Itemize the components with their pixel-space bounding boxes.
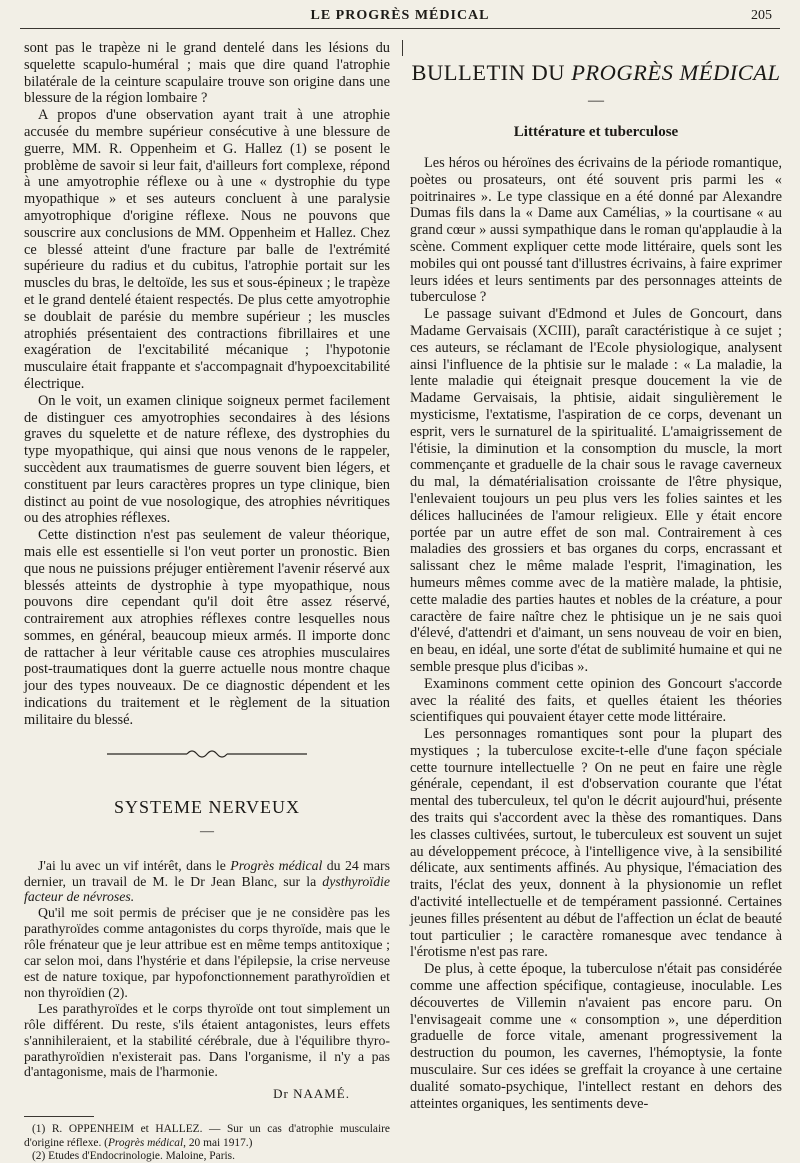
footnote: (1) R. OPPENHEIM et HALLEZ. — Sur un cas d'atrophie musculaire d'origine réflexe. (Progrès médical, 20 mai 1917.) [24, 1123, 390, 1149]
bulletin-title: BULLETIN DU PROGRÈS MÉDICAL [411, 60, 781, 85]
paragraph: De plus, à cette époque, la tuberculose n'était pas considérée comme une affection spécifique, contagieuse, inoculable. Les découvertes de Villemin n'avaient pas encore paru. On l'envisageait comme une « consomption », une déperdition graduelle de force vitale, amenant progressivement la destruction du poumon, les cavernes, l'hémoptysie, la fonte musculaire. Sur ces idées se greffait la croyance à une certaine dualité somato-psychique, l'intellect restant en dehors des atteintes organiques, les sentiments deve- [410, 961, 782, 1112]
title-dash: — [588, 92, 604, 109]
letter-paragraph: Les parathyroïdes et le corps thyroïde ont tout simplement un rôle différent. Du reste, s'ils étaient antagonistes, leurs effets s'annihileraient, et la stabilité cérébrale, due à l'équilibre thyro-parathyroïdien n'existerait pas. Dans l'organisme, il n'y a pas d'antagonisme, mais de l'harmonie. [24, 1000, 390, 1080]
continued-article [24, 40, 390, 729]
paragraph: Examinons comment cette opinion des Goncourt s'accorde avec la réalité des faits, et quelles étaient les théories scientifiques qui pouvaient étayer cette mode littéraire. [410, 675, 782, 726]
paragraph: Cette distinction n'est pas seulement de valeur théorique, mais elle est essentielle si l'on veut porter un pronostic. Bien que nous ne puissions préjuger entièrement l'avenir réservé aux blessés atteints de dystrophie à type myopathique, nous pouvons dire cependant qu'il doit être assez réservé, contrairement aux atrophies réflexes contre lesquelles nous sommes, en général, beaucoup mieux armés. Il importe donc de rattacher à leur véritable cause ces atrophies musculaires post-traumatiques dont la guerre actuelle nous montre chaque jour des types nouveaux. De ce diagnostic dépendent et les indications du traitement et le règlement de la situation militaire du blessé. [24, 527, 390, 728]
paragraph: On le voit, un examen clinique soigneux permet facilement de distinguer ces amyotrophies secondaires à des lésions graves du squelette et de nature réflexe, des dystrophies du type myopathique, qui ainsi que nous venons de le rappeler, succèdent aux traumatismes de guerre souvent bien légers, et constituent par leurs caractères propres un type clinique, bien distinct au point de vue nosologique, des atrophies névritiques ou des atrophies réflexes. [24, 392, 390, 527]
article-body [410, 155, 782, 1112]
section-dash: — [200, 823, 214, 839]
paragraph: Les personnages romantiques sont pour la plupart des mystiques ; la tuberculose excite-t-elle d'une façon spéciale cette tournure intellectuelle ? On ne peut en faire une règle générale, cependant, il est d'observation courante que l'état mental des tuberculeux, tel qu'on le décrit aujourd'hui, présente des traits qui s'accordent avec la thèse des romantiques. Dans les classes cultivées, surtout, le tuberculeux est souvent un sujet au développement précoce, à l'intelligence vive, à la sensibilité délicate, aux sentiments affinés. Au physique, l'émaciation des traits, l'éclat des yeux, donnent à la physionomie un reflet d'activité intellectuelle et de tempérament passionné. Certaines jeunes filles présentent au début de l'affection un éclat de beauté tout particulier ; le caractère romanesque avec tendance à l'érotisme n'est pas rare. [410, 726, 782, 961]
article-reference: dysthyroïdie facteur de névroses. [24, 873, 390, 905]
section-title: SYSTEME NERVEUX [113, 796, 301, 817]
right-column [410, 40, 782, 1112]
column-rule [402, 40, 403, 56]
page-number: 205 [751, 8, 772, 23]
letter-paragraph: Qu'il me soit permis de préciser que je ne considère pas les parathyroïdes comme antagonistes du corps thyroïde, mais que le rôle frénateur que je leur attribue est en même temps antitoxique ; car selon moi, dans l'hystérie et dans l'épilepsie, la crise nerveuse est de nature toxique, par hypofonctionnement parathyroïdien et non thyroïdien (2). [24, 905, 390, 1000]
header-rule [20, 28, 780, 29]
footnote-rule [24, 1116, 94, 1117]
footnote: (2) Etudes d'Endocrinologie. Maloine, Paris. [32, 1150, 235, 1163]
article-title: Littérature et tuberculose [513, 124, 679, 140]
paragraph: sont pas le trapèze ni le grand dentelé dans les lésions du squelette scapulo-huméral ; mais que dire quand l'atrophie bilatérale de la ceinture scapulaire trouve son origine dans une blessure de la région lombaire ? [24, 40, 390, 107]
paragraph: Les héros ou héroïnes des écrivains de la période romantique, poètes ou prosateurs, ont été souvent pris parmi les « poitrinaires ». Le type classique en a été donné par Alexandre Dumas fils dans la « Dame aux Camélias, » la courtisane « au grand cœur » aussi sympathique dans le roman qu'applaudie à la scène. Comment expliquer cette mode littéraire, quels sont les mobiles qui ont poussé tant d'illustres écrivains, à faire exprimer leurs idées et leurs sentiments par des personnages atteints de tuberculose ? [410, 155, 782, 306]
running-header: LE PROGRÈS MÉDICAL [310, 8, 490, 23]
paragraph: Le passage suivant d'Edmond et Jules de Goncourt, dans Madame Gervaisais (XCIII), paraît caractéristique à ce sujet ; ces auteurs, se réclamant de l'Ecole physiologique, analysent ainsi l'influence de la phtisie sur le malade : « La maladie, la lente maladie qui éteignait presque doucement la vie de Madame Gervaisais, la phtisie, aidait singulièrement le mysticisme, l'extatisme, l'aspiration de ce corps, devenant un esprit, vers le surnaturel de la spiritualité. L'amaigrissement de l'étisie, la diminution et la consomption du muscle, la mort commençante et graduelle de la chair sous le ravage caverneux du mal, la dématérialisation croissante de l'être physique, l'enlevaient toujours un peu plus vers les folies saintes et les délices hallucinées de l'amour religieux. Elle y était encore portée par un autre effet de son mal. Contrairement à ces maladies des grossiers et bas organes du corps, encrassant et salissant chez le même malade l'esprit, l'imagination, les humeurs mêmes comme avec de la matière malade, la phtisie, cette maladie des parties hautes et nobles de la créature, a pour caractère de faire naître chez le phtisique un je ne sais quoi d'élevé, d'attendri et d'aimant, un sens nouveau de voir en bien, en beau, en idéal, une sorte d'état de sublimité humaine et qui ne semble presque plus d'icibas ». [410, 306, 782, 675]
journal-title: Progrès médical [230, 857, 323, 873]
paragraph: A propos d'une observation ayant trait à une atrophie accusée du membre supérieur consécutive à une blessure de guerre, MM. R. Oppenheim et G. Hallez (1) se posent le problème de savoir si leur fait, d'ailleurs fort complexe, répond à une amyotrophie réflexe ou à une « dystrophie du type myopathique » et ses auteurs concluent à une paralysie amyotrophique d'origine réflexe. Nous ne pouvons que souscrire aux conclusions de MM. Oppenheim et Hallez. Chez ce blessé atteint d'une fracture par balle de l'extrémité supérieure du radius et du cubitus, l'atrophie portait sur les muscles du bras, le deltoïde, les sus et sous-épineux ; le trapèze et le grand dentelé étaient respectés. De plus cette amyotrophie se doublait de parésie du membre supérieur ; les muscles atrophiés présentaient des contractions fibrillaires et une exagération de l'excitabilité mécanique ; l'hypotonie musculaire était frappante et s'accompagnait d'hypoexcitabilité électrique. [24, 107, 390, 392]
letter-paragraph: J'ai lu avec un vif intérêt, dans le Progrès médical du 24 mars dernier, un travail de M. le Dr Jean Blanc, sur la dysthyroïdie facteur de névroses. [24, 857, 390, 905]
ornament-icon [107, 748, 307, 760]
ornament-divider [24, 747, 390, 765]
left-column [24, 40, 390, 1163]
signature: Dr NAAMÉ. [273, 1086, 350, 1102]
letter [24, 858, 390, 1103]
